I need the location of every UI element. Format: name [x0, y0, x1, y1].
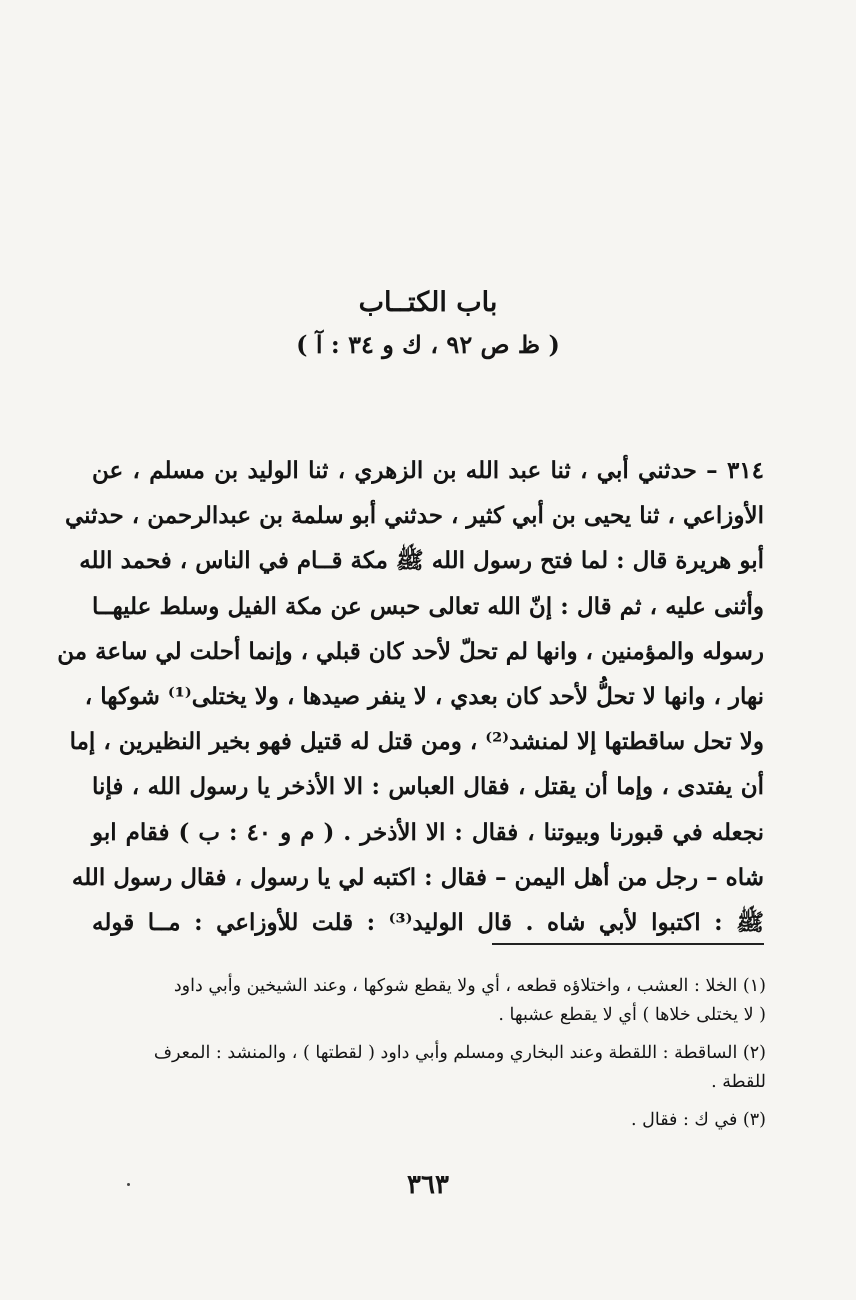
- footnotes: [94, 972, 766, 1144]
- chapter-title: باب الكتــاب: [358, 287, 498, 318]
- text-line: ٣١٤ – حدثني أبي ، ثنا عبد الله بن الزهري ، ثنا الوليد بن مسلم ، عن: [92, 457, 764, 484]
- manuscript-reference: ( ظ ص ٩٢ ، ك و ٣٤ : آ ): [296, 330, 560, 359]
- text-line: شاه – رجل من أهل اليمن – فقال : اكتبه لي يا رسول ، فقال رسول الله: [71, 863, 764, 891]
- text-line: أبو هريرة قال : لما فتح رسول الله ﷺ مكة قــام في الناس ، فحمد الله: [79, 547, 764, 575]
- footnote-2: [94, 1039, 766, 1097]
- text-line: رسوله والمؤمنين ، وانها لم تحلّ لأحد كان قبلي ، وإنما أحلت لي ساعة من: [57, 637, 764, 665]
- speck-mark: [127, 1183, 130, 1186]
- page-number: ٣٦٣: [407, 1170, 449, 1200]
- footnote-line: للقطة .: [711, 1072, 766, 1092]
- footnote-line: ( لا يختلى خلاها ) أي لا يقطع عشبها .: [498, 1005, 766, 1025]
- text-line: الأوزاعي ، ثنا يحيى بن أبي كثير ، حدثني أبو سلمة بن عبدالرحمن ، حدثني: [64, 502, 764, 530]
- footnote-divider: [492, 943, 764, 945]
- footnote-1: [94, 972, 766, 1030]
- chapter-heading: [0, 284, 856, 362]
- text-line: ﷺ : اكتبوا لأبي شاه . قال الوليد⁽³⁾ : قلت للأوزاعي : مــا قوله: [92, 909, 764, 937]
- footnote-3: [94, 1106, 766, 1135]
- text-line: أن يفتدى ، وإما أن يقتل ، فقال العباس : الا الأذخر يا رسول الله ، فإنا: [92, 773, 764, 801]
- footnote-line: (٣) في ك : فقال .: [631, 1110, 766, 1130]
- text-line: نهار ، وانها لا تحلُّ لأحد كان بعدي ، لا ينفر صيدها ، ولا يختلى⁽¹⁾ شوكها ،: [84, 683, 764, 711]
- footnote-line: (٢) الساقطة : اللقطة وعند البخاري ومسلم وأبي داود ( لقطتها ) ، والمنشد : المعرف: [153, 1043, 766, 1063]
- text-line: ولا تحل ساقطتها إلا لمنشد⁽²⁾ ، ومن قتل له قتيل فهو بخير النظيرين ، إما: [69, 728, 764, 756]
- text-line: نجعله في قبورنا وبيوتنا ، فقال : الا الأذخر . ( م و ٤٠ : ب ) فقام ابو: [92, 818, 764, 846]
- hadith-text: [57, 448, 764, 945]
- footnote-line: (١) الخلا : العشب ، واختلاؤه قطعه ، أي ولا يقطع شوكها ، وعند الشيخين وأبي داود: [173, 976, 766, 996]
- text-line: وأثنى عليه ، ثم قال : إنّ الله تعالى حبس عن مكة الفيل وسلط عليهــا: [92, 592, 764, 620]
